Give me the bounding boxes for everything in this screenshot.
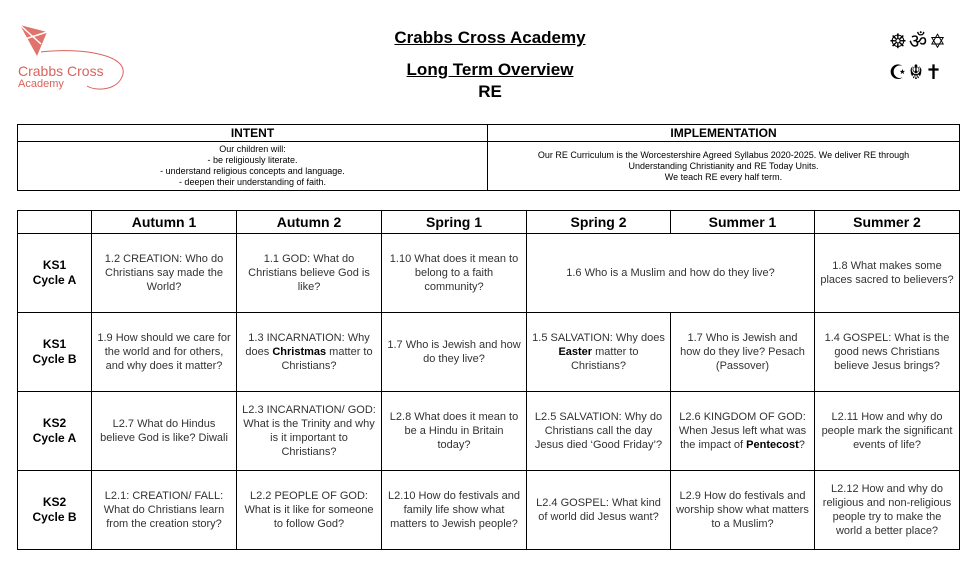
intent-implementation-table [17, 124, 960, 191]
subject-title: RE [478, 82, 502, 101]
table-row [18, 471, 960, 550]
header-row [18, 211, 960, 234]
column-header: Spring 2 [527, 211, 671, 234]
faith-symbols [889, 26, 961, 88]
unit-cell: 1.9 How should we care for the world and for others, and why does it matter? [92, 313, 237, 392]
unit-text: matter to Christians? [570, 346, 639, 372]
unit-text: 1.5 SALVATION: Why does [532, 332, 665, 344]
intent-line: Our children will: [219, 144, 286, 154]
logo-text: Crabbs Cross [18, 63, 104, 79]
unit-cell: L2.8 What does it mean to be a Hindu in Britain today? [382, 392, 527, 471]
unit-text: L2.6 KINGDOM OF GOD: When Jesus left what was the impact of [678, 411, 807, 451]
row-label-cycle: Cycle A [32, 431, 77, 445]
unit-cell: L2.4 GOSPEL: What kind of world did Jesus want? [527, 471, 671, 550]
intent-line: - understand religious concepts and language. [160, 166, 345, 176]
unit-cell: L2.7 What do Hindus believe God is like? Diwali [92, 392, 237, 471]
unit-emphasis: Easter [558, 346, 593, 358]
table-row [18, 392, 960, 471]
unit-cell: L2.12 How and why do religious and non-religious people try to make the world a better place? [815, 471, 960, 550]
unit-cell: 1.2 CREATION: Who do Christians say made the World? [92, 234, 237, 313]
unit-cell: L2.9 How do festivals and worship show what matters to a Muslim? [671, 471, 815, 550]
unit-cell [237, 313, 382, 392]
unit-cell: L2.5 SALVATION: Why do Christians call the day Jesus died ‘Good Friday’? [527, 392, 671, 471]
unit-text: matter to Christians? [281, 346, 373, 372]
intent-header: INTENT [18, 125, 488, 142]
intent-line: - be religiously literate. [207, 155, 298, 165]
row-label-cycle: Cycle B [32, 510, 77, 524]
row-label [18, 392, 92, 471]
row-label [18, 313, 92, 392]
intent-text [18, 142, 488, 191]
unit-cell: L2.11 How and why do people mark the significant events of life? [815, 392, 960, 471]
column-header: Summer 2 [815, 211, 960, 234]
unit-cell: 1.7 Who is Jewish and how do they live? [382, 313, 527, 392]
row-label [18, 471, 92, 550]
table-row [18, 313, 960, 392]
overview-table [17, 210, 960, 550]
unit-cell: L2.1: CREATION/ FALL: What do Christians learn from the creation story? [92, 471, 237, 550]
row-label-stage: KS2 [42, 416, 67, 430]
logo-subtext: Academy [18, 78, 64, 90]
implementation-line: We teach RE every half term. [664, 171, 783, 182]
document-title: Long Term Overview [406, 60, 574, 79]
implementation-line: Understanding Christianity and RE Today Units. [628, 160, 819, 171]
implementation-line: Our RE Curriculum is the Worcestershire Agreed Syllabus 2020-2025. We deliver RE through [537, 149, 910, 160]
unit-cell: L2.2 PEOPLE OF GOD: What is it like for someone to follow God? [237, 471, 382, 550]
row-label-cycle: Cycle B [32, 352, 77, 366]
school-name: Crabbs Cross Academy [394, 28, 586, 47]
unit-emphasis: Pentecost [746, 439, 799, 451]
unit-cell: 1.4 GOSPEL: What is the good news Christians believe Jesus brings? [815, 313, 960, 392]
unit-cell: L2.3 INCARNATION/ GOD: What is the Trinity and why is it important to Christians? [237, 392, 382, 471]
row-label [18, 234, 92, 313]
column-header: Summer 1 [671, 211, 815, 234]
faith-symbols-row-2: ☪☬✝ [889, 60, 944, 84]
unit-cell: 1.10 What does it mean to belong to a faith community? [382, 234, 527, 313]
unit-text: 1.3 INCARNATION: Why does [245, 332, 370, 358]
column-header: Spring 1 [382, 211, 527, 234]
unit-cell [671, 392, 815, 471]
implementation-header: IMPLEMENTATION [488, 125, 960, 142]
table-row [18, 234, 960, 313]
corner-cell [18, 211, 92, 234]
intent-line: - deepen their understanding of faith. [178, 177, 327, 187]
row-label-stage: KS2 [42, 495, 67, 509]
implementation-text [488, 142, 960, 191]
unit-cell: 1.7 Who is Jewish and how do they live? Pesach (Passover) [671, 313, 815, 392]
row-label-stage: KS1 [42, 258, 67, 272]
column-header: Autumn 1 [92, 211, 237, 234]
unit-text: ? [798, 439, 805, 451]
unit-emphasis: Christmas [272, 346, 327, 358]
faith-symbols-row-1: ☸ॐ✡ [889, 29, 948, 53]
unit-cell: 1.1 GOD: What do Christians believe God is like? [237, 234, 382, 313]
row-label-cycle: Cycle A [32, 273, 77, 287]
column-header: Autumn 2 [237, 211, 382, 234]
row-label-stage: KS1 [42, 337, 67, 351]
unit-cell [527, 313, 671, 392]
unit-cell: 1.6 Who is a Muslim and how do they live? [527, 234, 815, 313]
unit-cell: 1.8 What makes some places sacred to believers? [815, 234, 960, 313]
unit-cell: L2.10 How do festivals and family life show what matters to Jewish people? [382, 471, 527, 550]
